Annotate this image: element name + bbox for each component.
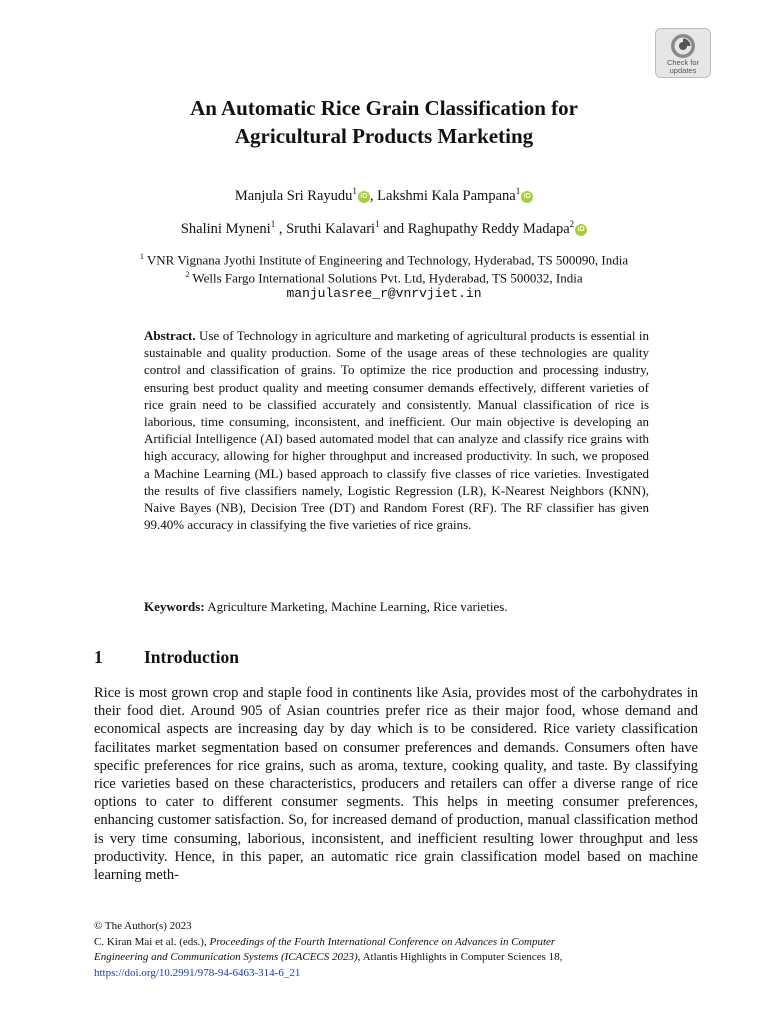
check-for-updates-icon: [670, 33, 696, 59]
orcid-icon[interactable]: iD: [521, 191, 533, 203]
section-number: 1: [94, 647, 103, 667]
intro-paragraph: Rice is most grown crop and staple food in continents like Asia, provides most of the carbohydrates in their food diet. Around 905 of Asian countries prefer rice as their major food, whose demand and economical aspects are increasing day by day which is to be considered. Rice variety classification facilitates market segmentation based on consumer preferences and demands. Consumers often have specific preferences for rice grains, such as aroma, texture, cooking quality, and taste. By classifying rice varieties based on these characteristics, producers and retailers can offer a diverse range of rice options to cater to different consumer segments. This helps in meeting consumer preferences, enhancing customer satisfaction. So, for increased demand of production, manual classification method is very time consuming, laborious, inconsistent, and inefficient resulting lower throughput and less productivity. Hence, in this paper, an automatic rice grain classification model based on machine learning meth-: [94, 685, 698, 884]
author-separator: and: [379, 220, 408, 237]
title-line-1: An Automatic Rice Grain Classification for: [190, 96, 578, 120]
author-affil-sup: 1: [352, 186, 357, 196]
footer-citation-line-2: [94, 950, 698, 966]
abstract-label: Abstract.: [144, 328, 196, 343]
author-affil-sup: 1: [375, 219, 380, 229]
affiliation-text: VNR Vignana Jyothi Institute of Engineering and Technology, Hyderabad, TS 500090, India: [143, 252, 629, 268]
author-name: Raghupathy Reddy Madapa: [407, 220, 570, 237]
footer-editors: C. Kiran Mai et al. (eds.),: [94, 935, 210, 948]
affiliation-sup: 1: [139, 252, 144, 261]
check-for-updates-badge[interactable]: [655, 28, 711, 78]
affiliation-text: Wells Fargo International Solutions Pvt. Ltd, Hyderabad, TS 500032, India: [189, 270, 583, 286]
author-affil-sup: 2: [569, 219, 575, 229]
footer-citation-line-1: [94, 935, 698, 951]
footer: [94, 919, 698, 981]
author-affil-sup: 1: [515, 186, 521, 196]
affiliation-sup: 2: [185, 270, 190, 279]
orcid-icon[interactable]: iD: [575, 224, 587, 236]
author-email[interactable]: manjulasree_r@vnrvjiet.in: [286, 286, 482, 301]
abstract-text: Use of Technology in agriculture and marketing of agricultural products is essential in sustainable and quality production. Some of the usage areas of these technologies are quality control and classification of grains. To optimize the rice production and processing industry, ensuring best product quality and meeting consumer demands effectively, different varieties of rice grain need to be classified accurately and consistently. Manual classification of rice is laborious, time consuming, inconsistent, and inefficient. Our main objective is developing an Artificial Intelligence (AI) based automated model that can analyze and classify rice grains with high accuracy, allowing for higher throughput and increased productivity. In such, we proposed a Machine Learning (ML) based approach to classify five classes of rice varieties. Investigated the results of five classifiers namely, Logistic Regression (LR), K-Nearest Neighbors (KNN), Naive Bayes (NB), Decision Tree (DT) and Random Forest (RF). The RF classifier has given 99.40% accuracy in classifying the five varieties of rice grains.: [144, 328, 649, 533]
title-line-2: Agricultural Products Marketing: [234, 124, 534, 148]
badge-line-2: updates: [669, 66, 697, 75]
paper-title: [0, 94, 768, 150]
orcid-icon[interactable]: iD: [358, 191, 370, 203]
author-name: Manjula Sri Rayudu: [234, 187, 353, 204]
author-name: Shalini Myneni: [180, 220, 271, 237]
badge-line-1: Check for: [666, 58, 700, 67]
section-title: Introduction: [144, 647, 239, 667]
keywords-label: Keywords:: [144, 599, 205, 614]
footer-proceedings-1: Proceedings of the Fourth International Conference on Advances in Computer: [209, 935, 556, 948]
footer-proceedings-2: Engineering and Communication Systems (ICACECS 2023): [94, 951, 358, 963]
section-heading: [94, 646, 694, 668]
author-line-2: [0, 214, 768, 239]
keywords-text: Agriculture Marketing, Machine Learning, Rice varieties.: [204, 599, 508, 614]
author-name: Lakshmi Kala Pampana: [377, 187, 516, 204]
author-line-1: [0, 181, 768, 206]
author-name: Sruthi Kalavari: [286, 220, 376, 237]
footer-copyright: © The Author(s) 2023: [94, 920, 192, 932]
footer-series: , Atlantis Highlights in Computer Sciences 18,: [357, 951, 563, 963]
abstract: [144, 327, 649, 533]
footer-doi-link[interactable]: https://doi.org/10.2991/978-94-6463-314-6_21: [94, 966, 301, 979]
keywords: [144, 598, 649, 615]
author-separator: ,: [369, 187, 378, 204]
author-affil-sup: 1: [270, 219, 276, 229]
author-separator: ,: [275, 220, 287, 237]
